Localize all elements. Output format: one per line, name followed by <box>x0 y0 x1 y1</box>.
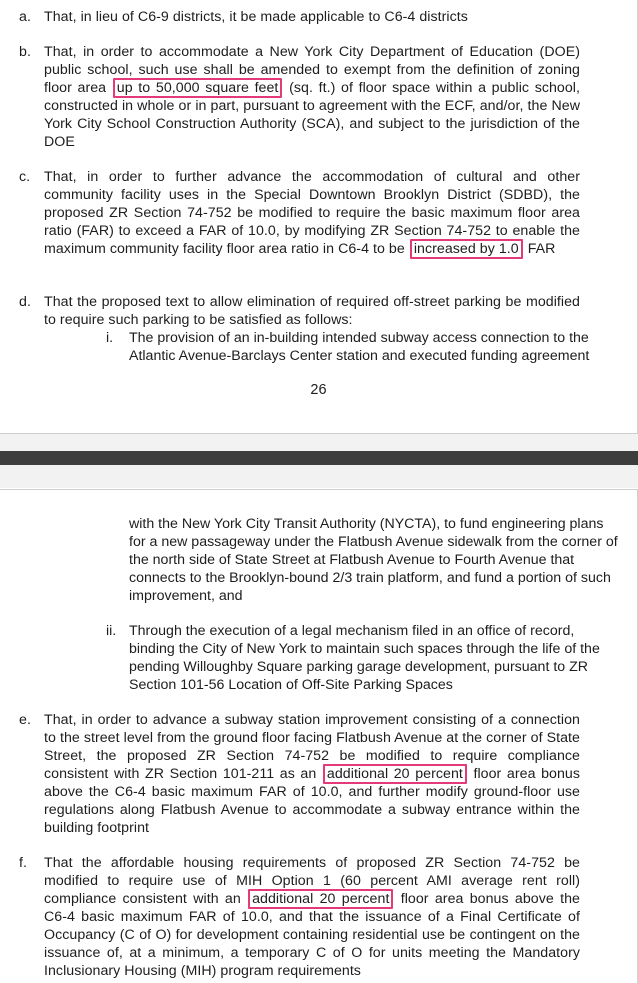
page-number: 26 <box>310 382 327 398</box>
sub-item-ii <box>106 622 609 694</box>
page-separator-bar <box>0 451 638 465</box>
continuation-text: with the New York City Transit Authority (NYCTA), to fund engineering plans for a new passageway under the Flatbush Avenue sidewalk from the corner of the north side of State Street at Flatbush Avenue to Fourth Avenue that connects to the Brooklyn-bound 2/3 train platform, and fund a portion of such improvement, and <box>129 516 618 604</box>
item-text: That, in lieu of C6-9 districts, it be made applicable to C6-4 districts <box>44 9 468 25</box>
sub-item-text: Through the execution of a legal mechanism filed in an office of record, binding the City of New York to maintain such spaces through the life of the pending Willoughby Square parking garage development, pursuant to ZR Section 101-56 Location of Off-Site Parking Spaces <box>129 623 600 693</box>
item-label: b. <box>19 44 31 60</box>
item-label: f. <box>19 855 27 871</box>
list-item-b <box>19 43 580 151</box>
item-label: d. <box>19 294 31 310</box>
item-text: That, in order to further advance the accommodation of cultural and other community facility uses in the Special Downtown Brooklyn District (SDBD), the proposed ZR Section 74-752 be modified to require the basic maximum floor area ratio (FAR) to exceed a FAR of 10.0, by modifying ZR Section 74-752 to enable the maximum community facility floor area ratio in C6-4 to be increased by 1.0 FAR <box>44 169 580 257</box>
item-label: a. <box>19 9 31 25</box>
highlight-box: additional 20 percent <box>323 764 467 784</box>
item-text: That the proposed text to allow elimination of required off-street parking be modified to require such parking to be satisfied as follows: <box>44 294 580 328</box>
document-page-27 <box>0 489 638 983</box>
list-item-a <box>19 8 604 26</box>
list-item-f <box>19 854 580 980</box>
list-item-d <box>19 293 580 329</box>
item-label: e. <box>19 712 31 728</box>
sub-item-i <box>106 329 607 365</box>
item-text: That, in order to advance a subway station improvement consisting of a connection to the street level from the ground floor facing Flatbush Avenue at the corner of State Street, the proposed ZR Section 74-752 be modified to require compliance consistent with ZR Section 101-211 as an additional 20 percent floor area bonus above the C6-4 basic maximum FAR of 10.0, and further modify ground-floor use regulations along Flatbush Avenue to accommodate a subway entrance within the building footprint <box>44 712 581 836</box>
sub-item-label: ii. <box>106 623 117 639</box>
highlight-box: increased by 1.0 <box>410 239 523 259</box>
list-item-e <box>19 711 581 837</box>
sub-item-label: i. <box>106 330 114 346</box>
item-text: That, in order to accommodate a New York City Department of Education (DOE) public school, such use shall be amended to exempt from the definition of zoning floor area up to 50,000 square feet (sq. ft.) of floor space within a public school, constructed in whole or in part, pursuant to agreement with the ECF, and/or, the New York City School Construction Authority (SCA), and subject to the jurisdiction of the DOE <box>44 44 580 150</box>
item-text: That the affordable housing requirements of proposed ZR Section 74-752 be modified to require use of MIH Option 1 (60 percent AMI average rent roll) compliance consistent with an additional 20 percent floor area bonus above the C6-4 basic maximum FAR of 10.0, and that the issuance of a Final Certificate of Occupancy (C of O) for development containing residential use be contingent on the issuance of, at a minimum, a temporary C of O for units meeting the Mandatory Inclusionary Housing (MIH) program requirements <box>44 855 580 979</box>
highlight-box: additional 20 percent <box>248 889 393 909</box>
sub-item-text: The provision of an in-building intended subway access connection to the Atlantic Avenue-Barclays Center station and executed funding agreement <box>129 330 590 364</box>
highlight-box: up to 50,000 square feet <box>113 78 283 98</box>
document-page-26 <box>0 0 638 434</box>
list-item-c <box>19 168 580 258</box>
item-label: c. <box>19 169 31 185</box>
